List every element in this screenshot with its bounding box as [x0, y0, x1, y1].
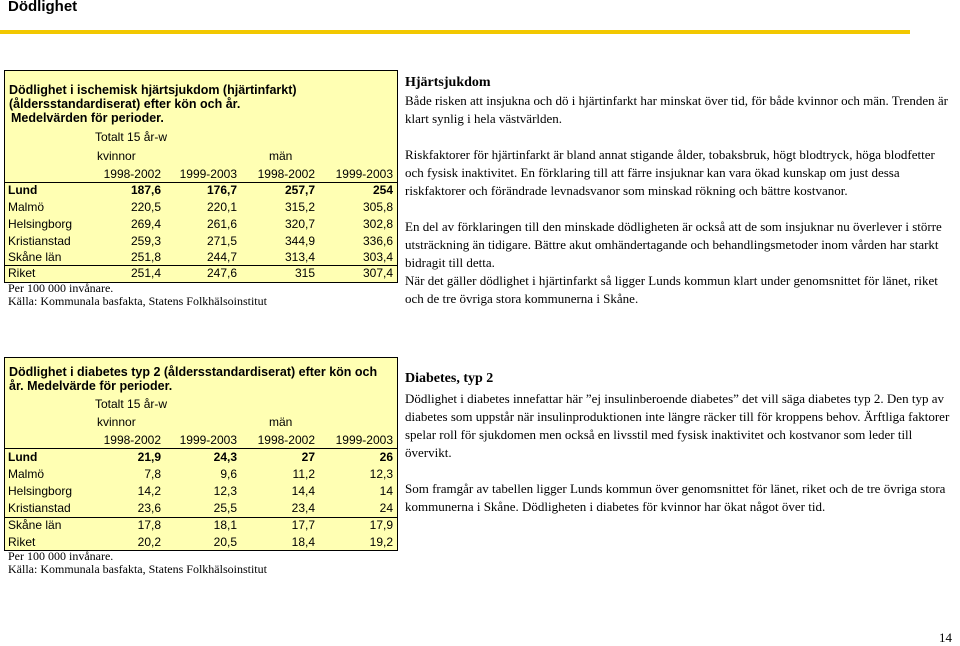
cell: 247,6 [206, 266, 237, 280]
cell: 315,2 [284, 200, 315, 214]
row-label: Riket [8, 535, 36, 549]
cell: 14,2 [137, 484, 161, 498]
table-row [5, 483, 397, 499]
cell: 271,5 [206, 234, 237, 248]
cell: 7,8 [144, 467, 161, 481]
table-row [5, 466, 397, 482]
paragraph: Både risken att insjukna och dö i hjärtinfarkt har minskat över tid, för både kvinnor och män. Trenden är klart synlig i hela västvärlden. [405, 93, 948, 126]
cell: 18,1 [213, 518, 237, 532]
period-header-row [5, 166, 397, 182]
cell: 302,8 [362, 217, 393, 231]
cell: 9,6 [220, 467, 237, 481]
cell: 19,2 [369, 535, 393, 549]
age-label: Totalt 15 år-w [95, 130, 168, 144]
section-heading: Diabetes, typ 2 [405, 371, 494, 386]
paragraph: Som framgår av tabellen ligger Lunds kommun över genomsnittet för länet, riket och de tre övriga stora kommunerna i Skåne. Dödligheten i diabetes för kvinnor har ökat något över tid. [405, 481, 946, 514]
table-title-line: Medelvärden för perioder. [11, 111, 164, 125]
cell: 18,4 [291, 535, 315, 549]
table-row [5, 249, 397, 265]
row-label: Lund [8, 183, 38, 197]
period-header: 1998-2002 [257, 433, 315, 447]
age-label: Totalt 15 år-w [95, 397, 168, 411]
diabetes-section [405, 370, 955, 516]
heart-disease-section [405, 74, 955, 308]
cell: 21,9 [137, 450, 161, 464]
cell: 251,8 [130, 250, 161, 264]
cell: 11,2 [292, 467, 315, 481]
cell: 26 [379, 450, 393, 464]
table-title [9, 83, 297, 125]
cell: 313,4 [284, 250, 315, 264]
table-row [5, 500, 397, 516]
gender-header-row [5, 148, 397, 164]
paragraph: Riskfaktorer för hjärtinfarkt är bland annat stigande ålder, tobaksbruk, högt blodtryck, höga blodfetter och fysisk inaktivitet. En förklaring till att färre insjuknar kan vara ökad kunskap om just dessa riskfaktorer och förändrade levnadsvanor som minskad rökning och bättre kostvanor. [405, 147, 935, 198]
cell: 269,4 [130, 217, 161, 231]
table-title-line: år. Medelvärde för perioder. [9, 379, 173, 393]
table-row [5, 233, 397, 249]
paragraph: En del av förklaringen till den minskade dödligheten är också att de som insjuknar nu överlever i större utsträckning än tidigare. Bättre akut omhändertagande och behandlingsmetoder inom vården har starkt bidragit till detta. [405, 219, 942, 270]
cell: 17,9 [369, 518, 393, 532]
gender-label-men: män [269, 415, 293, 429]
cell: 24,3 [213, 450, 237, 464]
row-label: Kristianstad [8, 234, 71, 248]
table-row [5, 517, 397, 533]
diabetes-table [4, 357, 398, 551]
section-heading: Hjärtsjukdom [405, 75, 491, 90]
cell: 303,4 [362, 250, 393, 264]
row-label: Skåne län [8, 518, 62, 532]
cell: 307,4 [362, 266, 393, 280]
gender-label-women: kvinnor [97, 149, 136, 163]
heart-disease-table [4, 70, 398, 283]
row-label: Malmö [8, 200, 45, 214]
page-number: 14 [939, 630, 952, 645]
row-label: Lund [8, 450, 38, 464]
paragraph: När det gäller dödlighet i hjärtinfarkt så ligger Lunds kommun klart under genomsnittet för länet, riket och de tre övriga stora kommunerna i Skåne. [405, 273, 938, 306]
table-source: Källa: Kommunala basfakta, Statens Folkhälsoinstitut [8, 562, 267, 576]
gender-header-row [5, 414, 397, 430]
table-note: Per 100 000 invånare. [8, 549, 114, 563]
cell: 14,4 [291, 484, 315, 498]
cell: 261,6 [206, 217, 237, 231]
cell: 23,6 [137, 501, 161, 515]
cell: 344,9 [284, 234, 315, 248]
table-title-line: Dödlighet i diabetes typ 2 (åldersstandardiserat) efter kön och [9, 365, 378, 379]
cell: 23,4 [291, 501, 315, 515]
gender-label-women: kvinnor [97, 415, 136, 429]
cell: 336,6 [362, 234, 393, 248]
period-header-row [5, 432, 397, 448]
age-header-row [5, 396, 397, 412]
cell: 305,8 [362, 200, 393, 214]
table-note: Per 100 000 invånare. [8, 281, 114, 295]
title-underline-bar [0, 30, 910, 34]
cell: 12,3 [369, 467, 393, 481]
table-row [5, 534, 397, 550]
page-title: Dödlighet [8, 0, 78, 15]
cell: 320,7 [284, 217, 315, 231]
table-row [5, 182, 397, 198]
cell: 257,7 [284, 183, 315, 197]
table-row [5, 199, 397, 215]
row-label: Kristianstad [8, 501, 71, 515]
period-header: 1999-2003 [335, 433, 393, 447]
period-header: 1999-2003 [335, 167, 393, 181]
cell: 25,5 [213, 501, 237, 515]
table-row [5, 265, 397, 281]
period-header: 1998-2002 [257, 167, 315, 181]
cell: 176,7 [206, 183, 237, 197]
cell: 220,5 [130, 200, 161, 214]
row-label: Malmö [8, 467, 45, 481]
cell: 254 [372, 183, 393, 197]
table-row [5, 449, 397, 465]
period-header: 1998-2002 [103, 167, 161, 181]
row-label: Helsingborg [8, 484, 73, 498]
table-row [5, 216, 397, 232]
cell: 20,2 [137, 535, 161, 549]
cell: 17,8 [137, 518, 161, 532]
cell: 259,3 [130, 234, 161, 248]
age-header-row [5, 129, 397, 145]
cell: 14 [379, 484, 393, 498]
cell: 24 [379, 501, 393, 515]
cell: 12,3 [213, 484, 237, 498]
table-title-line: Dödlighet i ischemisk hjärtsjukdom (hjärtinfarkt) [9, 83, 297, 97]
gender-label-men: män [269, 149, 293, 163]
paragraph: Dödlighet i diabetes innefattar här ”ej insulinberoende diabetes” det vill säga diabetes typ 2. Den typ av diabetes som uppstår när insulinproduktionen inte längre räcker till för kroppens behov. Ärftliga faktorer spelar roll för sjukdomen men också en livsstil med fysisk inaktivitet och kostvanor som leder till övervikt. [405, 391, 950, 460]
row-label: Helsingborg [8, 217, 73, 231]
period-header: 1999-2003 [179, 433, 237, 447]
cell: 27 [301, 450, 315, 464]
cell: 244,7 [206, 250, 237, 264]
table-source: Källa: Kommunala basfakta, Statens Folkhälsoinstitut [8, 294, 267, 308]
table-title-line: (åldersstandardiserat) efter kön och år. [9, 97, 241, 111]
row-label: Skåne län [8, 250, 62, 264]
cell: 187,6 [130, 183, 161, 197]
period-header: 1999-2003 [179, 167, 237, 181]
table-title [9, 365, 377, 393]
cell: 17,7 [291, 518, 315, 532]
cell: 251,4 [130, 266, 161, 280]
period-header: 1998-2002 [103, 433, 161, 447]
row-label: Riket [8, 266, 36, 280]
cell: 20,5 [213, 535, 237, 549]
cell: 220,1 [206, 200, 237, 214]
cell: 315 [294, 266, 315, 280]
